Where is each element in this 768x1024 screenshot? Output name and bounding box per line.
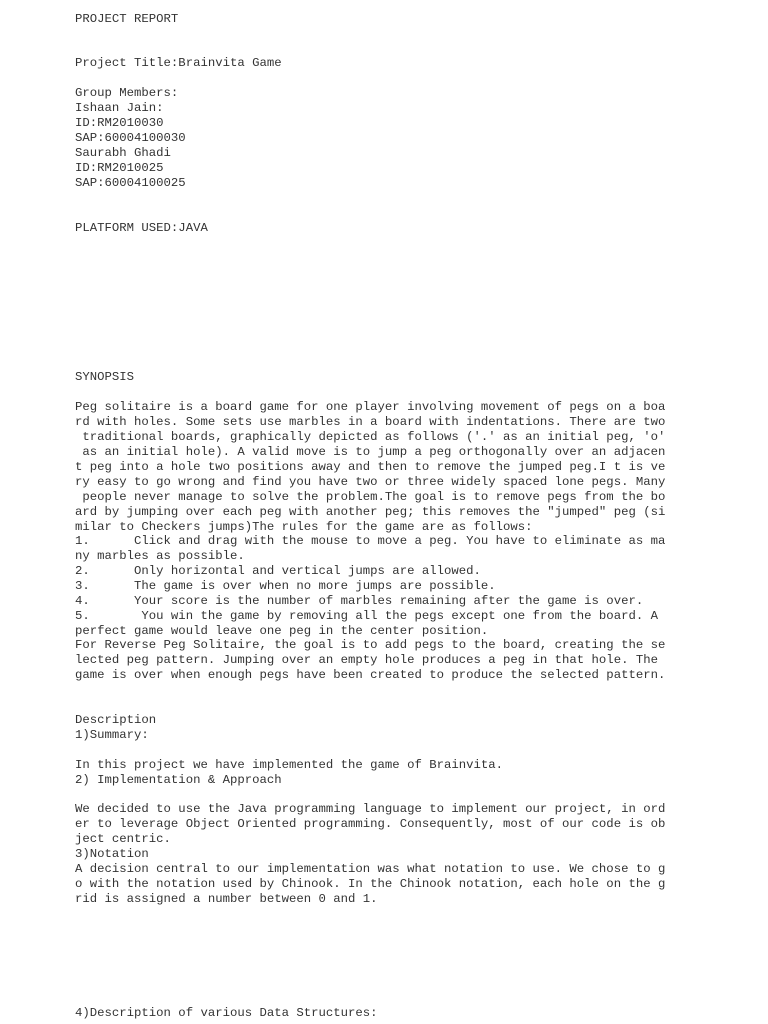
implementation-line: We decided to use the Java programming language to implement our project, in ord (75, 802, 666, 816)
notation-line: rid is assigned a number between 0 and 1. (75, 892, 378, 906)
synopsis-line: game is over when enough pegs have been created to produce the selected pattern. (75, 668, 666, 682)
synopsis-line: rd with holes. Some sets use marbles in a board with indentations. There are two (75, 415, 666, 429)
rule-line: ny marbles as possible. (75, 549, 245, 563)
synopsis-line: Peg solitaire is a board game for one player involving movement of pegs on a boa (75, 400, 666, 414)
report-label: PROJECT REPORT (75, 12, 179, 26)
member-line: SAP:60004100030 (75, 131, 186, 145)
project-title-line: Project Title:Brainvita Game (75, 56, 282, 70)
synopsis-line: ard by jumping over each peg with another peg; this removes the "jumped" peg (si (75, 505, 666, 519)
member-line: SAP:60004100025 (75, 176, 186, 190)
rule-line: 5. You win the game by removing all the pegs except one from the board. A (75, 609, 658, 623)
synopsis-heading: SYNOPSIS (75, 370, 135, 384)
description-heading: Description (75, 713, 157, 727)
rule-line: 2. Only horizontal and vertical jumps are allowed. (75, 564, 481, 578)
synopsis-line: traditional boards, graphically depicted as follows ('.' as an initial peg, 'o' (75, 430, 666, 444)
notation-heading: 3)Notation (75, 847, 149, 861)
member-line: ID:RM2010025 (75, 161, 164, 175)
group-members-heading: Group Members: (75, 86, 179, 100)
summary-text: In this project we have implemented the game of Brainvita. (75, 758, 504, 772)
rule-line: 4. Your score is the number of marbles remaining after the game is over. (75, 594, 644, 608)
notation-line: A decision central to our implementation was what notation to use. We chose to g (75, 862, 666, 876)
summary-heading: 1)Summary: (75, 728, 149, 742)
member-line: Saurabh Ghadi (75, 146, 171, 160)
rule-line: 3. The game is over when no more jumps are possible. (75, 579, 496, 593)
rule-line: 1. Click and drag with the mouse to move a peg. You have to eliminate as ma (75, 534, 666, 548)
synopsis-line: ry easy to go wrong and find you have two or three widely spaced lone pegs. Many (75, 475, 666, 489)
implementation-line: ject centric. (75, 832, 171, 846)
implementation-heading: 2) Implementation & Approach (75, 773, 282, 787)
data-structures-heading: 4)Description of various Data Structures: (75, 1006, 378, 1020)
member-line: Ishaan Jain: (75, 101, 164, 115)
synopsis-line: people never manage to solve the problem.The goal is to remove pegs from the bo (75, 490, 666, 504)
notation-line: o with the notation used by Chinook. In the Chinook notation, each hole on the g (75, 877, 666, 891)
platform-line: PLATFORM USED:JAVA (75, 221, 208, 235)
synopsis-line: as an initial hole). A valid move is to jump a peg orthogonally over an adjacen (75, 445, 666, 459)
synopsis-line: t peg into a hole two positions away and then to remove the jumped peg.I t is ve (75, 460, 666, 474)
implementation-line: er to leverage Object Oriented programming. Consequently, most of our code is ob (75, 817, 666, 831)
member-line: ID:RM2010030 (75, 116, 164, 130)
synopsis-line: milar to Checkers jumps)The rules for the game are as follows: (75, 520, 533, 534)
synopsis-line: For Reverse Peg Solitaire, the goal is to add pegs to the board, creating the se (75, 638, 666, 652)
rule-line: perfect game would leave one peg in the center position. (75, 624, 489, 638)
synopsis-line: lected peg pattern. Jumping over an empty hole produces a peg in that hole. The (75, 653, 658, 667)
